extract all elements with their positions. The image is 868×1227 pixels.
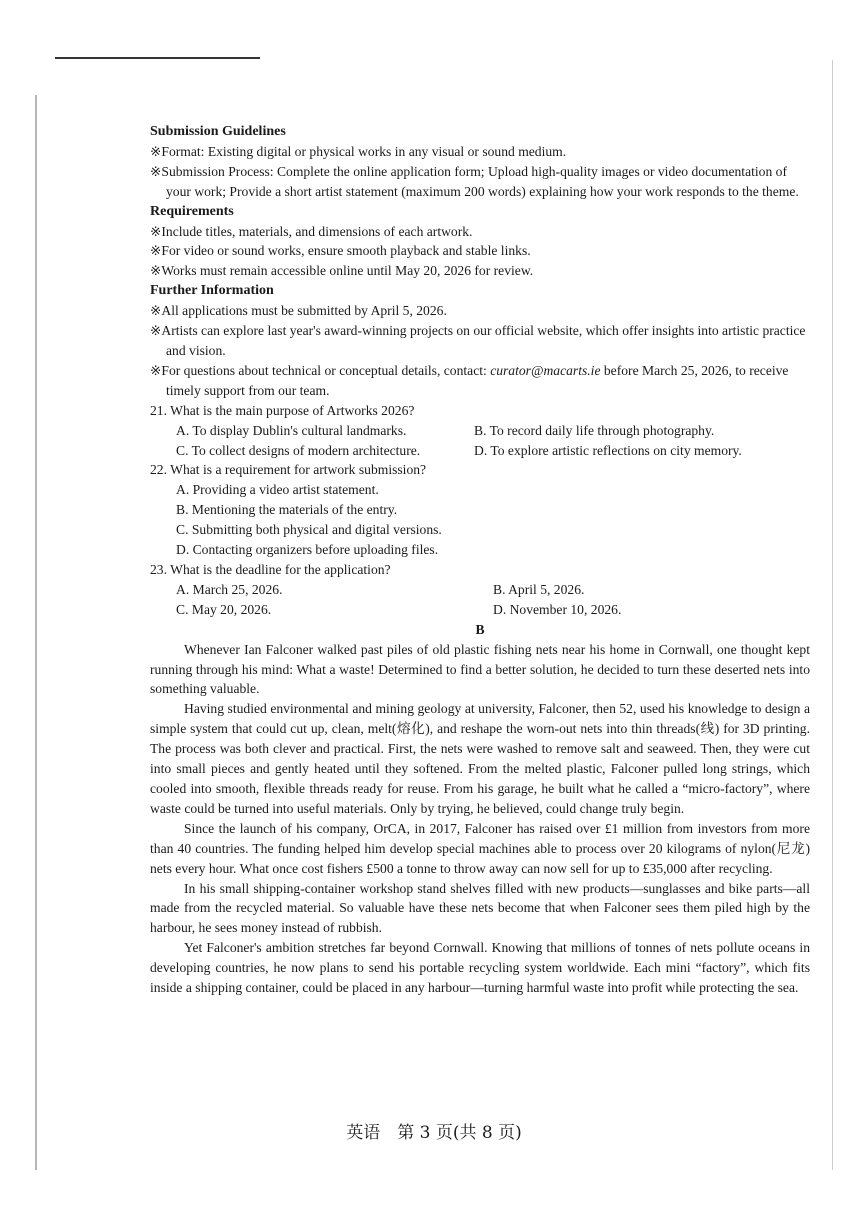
option-d: D. November 10, 2026. xyxy=(493,601,622,617)
option-b: B. To record daily life through photography. xyxy=(474,422,715,438)
option-c: C. Submitting both physical and digital versions. xyxy=(176,522,442,538)
scan-edge-left xyxy=(35,95,37,1170)
option-d: D. To explore artistic reflections on city memory. xyxy=(474,442,742,458)
question-23-options xyxy=(150,580,810,620)
requirement-item: ※Works must remain accessible online until May 20, 2026 for review. xyxy=(150,263,534,279)
submission-item: ※Submission Process: Complete the online application form; Upload high-quality images or video documentation of your work; Provide a short artist statement (maximum 200 words) explaining how your work responds to the theme. xyxy=(150,163,799,199)
further-info-contact xyxy=(150,361,810,401)
scan-rule-top xyxy=(55,57,260,59)
contact-email: curator@macarts.ie xyxy=(490,362,601,378)
further-info-heading: Further Information xyxy=(150,283,274,299)
option-a: A. March 25, 2026. xyxy=(176,581,283,597)
submission-heading: Submission Guidelines xyxy=(150,124,286,139)
further-info-item: ※All applications must be submitted by April 5, 2026. xyxy=(150,303,447,319)
question-21-stem: 21. What is the main purpose of Artworks 2026? xyxy=(150,402,415,418)
question-22-stem: 22. What is a requirement for artwork submission? xyxy=(150,462,427,478)
passage-paragraph: In his small shipping-container workshop stand shelves filled with new products—sunglasses and bike parts—all made from the recycled material. So valuable have these nets become that when Falconer sees them piled high by the harbour, he sees money instead of rubbish. xyxy=(150,880,810,936)
option-c: C. To collect designs of modern architecture. xyxy=(176,442,421,458)
passage-paragraph: Whenever Ian Falconer walked past piles of old plastic fishing nets near his home in Cornwall, one thought kept running through his mind: What a waste! Determined to find a better solution, he decided to turn these deserted nets into something valuable. xyxy=(150,641,810,697)
section-b-heading: B xyxy=(475,621,485,637)
passage-paragraph: Having studied environmental and mining geology at university, Falconer, then 52, used his knowledge to design a simple system that could cut up, clean, melt(熔化), and reshape the worn-out nets into thin threads(线) for 3D printing. The process was both clever and practical. First, the nets were washed to remove salt and seaweed. Then, they were cut into small pieces and gently heated until they softened. From the melted plastic, Falconer pulled long strings, which cooled into smooth, flexible threads ready for reuse. From his garage, he built what he called a “micro-factory”, where waste could be turned into useful materials. Only by trying, he believed, could change truly begin. xyxy=(150,701,810,816)
option-b: B. Mentioning the materials of the entry. xyxy=(176,502,398,518)
contact-text-before: ※For questions about technical or conceptual details, contact: xyxy=(150,362,491,378)
question-23-stem: 23. What is the deadline for the application? xyxy=(150,561,391,577)
passage-paragraph: Since the launch of his company, OrCA, in 2017, Falconer has raised over £1 million from investors from more than 40 countries. The funding helped him develop special machines able to process over 20 kilograms of nylon(尼龙) nets every hour. What once cost fishers £500 a tonne to throw away can now sell for up to £35,000 after recycling. xyxy=(150,820,810,876)
option-b: B. April 5, 2026. xyxy=(493,581,585,597)
requirement-item: ※Include titles, materials, and dimensions of each artwork. xyxy=(150,223,473,239)
submission-item: ※Format: Existing digital or physical works in any visual or sound medium. xyxy=(150,143,567,159)
passage-paragraph: Yet Falconer's ambition stretches far beyond Cornwall. Knowing that millions of tonnes of nets pollute oceans in developing countries, he now plans to send his portable recycling system worldwide. Each mini “factory”, which fits inside a shipping container, could be placed in any harbour—turning harmful waste into profit while protecting the sea. xyxy=(150,940,810,996)
requirement-item: ※For video or sound works, ensure smooth playback and stable links. xyxy=(150,243,531,259)
option-d: D. Contacting organizers before uploading files. xyxy=(176,542,439,558)
further-info-item: ※Artists can explore last year's award-winning projects on our official website, which offer insights into artistic practice and vision. xyxy=(150,323,806,358)
requirements-heading: Requirements xyxy=(150,203,234,219)
contact-text-after: before March 25, 2026, to receive timely support from our team. xyxy=(166,362,789,398)
option-a: A. Providing a video artist statement. xyxy=(176,482,379,498)
scan-edge-right xyxy=(832,60,833,1170)
option-c: C. May 20, 2026. xyxy=(176,601,272,617)
page-footer: 英语 第 3 页(共 8 页) xyxy=(346,1123,522,1143)
question-21-options xyxy=(150,421,810,461)
option-a: A. To display Dublin's cultural landmarks. xyxy=(176,422,407,438)
exam-page-body xyxy=(150,122,810,998)
